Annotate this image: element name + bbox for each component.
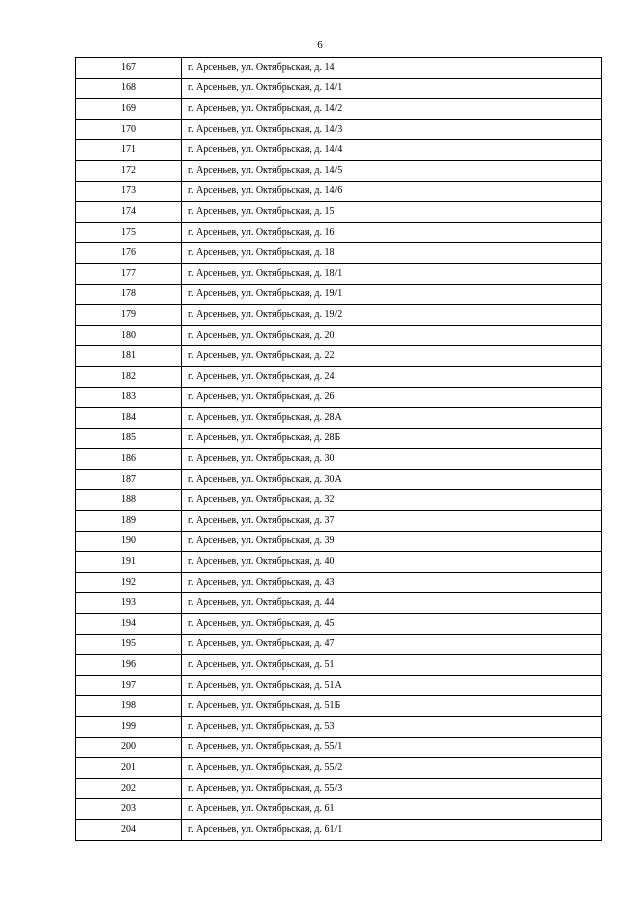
table-row	[76, 160, 602, 181]
row-address: г. Арсеньев, ул. Октябрьская, д. 14/6	[182, 181, 602, 202]
row-number: 200	[76, 737, 182, 758]
table-row	[76, 758, 602, 779]
table-row	[76, 202, 602, 223]
table-row	[76, 717, 602, 738]
row-number: 201	[76, 758, 182, 779]
table-row	[76, 778, 602, 799]
table-row	[76, 346, 602, 367]
row-address: г. Арсеньев, ул. Октябрьская, д. 15	[182, 202, 602, 223]
table-row	[76, 243, 602, 264]
row-address: г. Арсеньев, ул. Октябрьская, д. 61/1	[182, 819, 602, 840]
row-address: г. Арсеньев, ул. Октябрьская, д. 18/1	[182, 263, 602, 284]
row-number: 202	[76, 778, 182, 799]
table-row	[76, 799, 602, 820]
row-number: 172	[76, 160, 182, 181]
row-number: 182	[76, 366, 182, 387]
table-row	[76, 222, 602, 243]
table-row	[76, 449, 602, 470]
table-row	[76, 593, 602, 614]
table-row	[76, 140, 602, 161]
row-address: г. Арсеньев, ул. Октябрьская, д. 22	[182, 346, 602, 367]
row-number: 186	[76, 449, 182, 470]
row-number: 194	[76, 614, 182, 635]
row-number: 174	[76, 202, 182, 223]
row-number: 197	[76, 675, 182, 696]
row-address: г. Арсеньев, ул. Октябрьская, д. 37	[182, 511, 602, 532]
address-table	[75, 57, 602, 841]
row-address: г. Арсеньев, ул. Октябрьская, д. 39	[182, 531, 602, 552]
row-number: 167	[76, 58, 182, 79]
row-address: г. Арсеньев, ул. Октябрьская, д. 55/1	[182, 737, 602, 758]
table-row	[76, 366, 602, 387]
table-row	[76, 531, 602, 552]
table-row	[76, 408, 602, 429]
row-number: 189	[76, 511, 182, 532]
row-address: г. Арсеньев, ул. Октябрьская, д. 43	[182, 572, 602, 593]
row-number: 195	[76, 634, 182, 655]
table-row	[76, 78, 602, 99]
row-number: 177	[76, 263, 182, 284]
table-row	[76, 614, 602, 635]
row-number: 190	[76, 531, 182, 552]
address-table-body	[76, 58, 602, 841]
row-address: г. Арсеньев, ул. Октябрьская, д. 18	[182, 243, 602, 264]
row-number: 188	[76, 490, 182, 511]
table-row	[76, 325, 602, 346]
row-number: 170	[76, 119, 182, 140]
row-address: г. Арсеньев, ул. Октябрьская, д. 45	[182, 614, 602, 635]
row-number: 183	[76, 387, 182, 408]
row-number: 179	[76, 305, 182, 326]
table-row	[76, 655, 602, 676]
row-number: 196	[76, 655, 182, 676]
row-address: г. Арсеньев, ул. Октябрьская, д. 61	[182, 799, 602, 820]
row-address: г. Арсеньев, ул. Октябрьская, д. 53	[182, 717, 602, 738]
row-number: 199	[76, 717, 182, 738]
row-address: г. Арсеньев, ул. Октябрьская, д. 51Б	[182, 696, 602, 717]
table-row	[76, 99, 602, 120]
row-number: 168	[76, 78, 182, 99]
table-row	[76, 819, 602, 840]
row-number: 181	[76, 346, 182, 367]
row-address: г. Арсеньев, ул. Октябрьская, д. 44	[182, 593, 602, 614]
row-address: г. Арсеньев, ул. Октябрьская, д. 32	[182, 490, 602, 511]
table-row	[76, 387, 602, 408]
row-number: 173	[76, 181, 182, 202]
row-number: 180	[76, 325, 182, 346]
row-address: г. Арсеньев, ул. Октябрьская, д. 14/1	[182, 78, 602, 99]
row-address: г. Арсеньев, ул. Октябрьская, д. 55/3	[182, 778, 602, 799]
row-address: г. Арсеньев, ул. Октябрьская, д. 14/3	[182, 119, 602, 140]
row-address: г. Арсеньев, ул. Октябрьская, д. 14/4	[182, 140, 602, 161]
table-row	[76, 552, 602, 573]
row-number: 171	[76, 140, 182, 161]
row-address: г. Арсеньев, ул. Октябрьская, д. 24	[182, 366, 602, 387]
row-address: г. Арсеньев, ул. Октябрьская, д. 28А	[182, 408, 602, 429]
row-address: г. Арсеньев, ул. Октябрьская, д. 28Б	[182, 428, 602, 449]
table-row	[76, 511, 602, 532]
table-row	[76, 490, 602, 511]
table-row	[76, 737, 602, 758]
row-number: 198	[76, 696, 182, 717]
table-row	[76, 572, 602, 593]
row-number: 178	[76, 284, 182, 305]
row-number: 187	[76, 469, 182, 490]
row-address: г. Арсеньев, ул. Октябрьская, д. 30	[182, 449, 602, 470]
table-row	[76, 696, 602, 717]
row-address: г. Арсеньев, ул. Октябрьская, д. 26	[182, 387, 602, 408]
row-number: 193	[76, 593, 182, 614]
row-address: г. Арсеньев, ул. Октябрьская, д. 51	[182, 655, 602, 676]
table-row	[76, 263, 602, 284]
table-row	[76, 58, 602, 79]
table-row	[76, 428, 602, 449]
table-row	[76, 305, 602, 326]
table-row	[76, 675, 602, 696]
row-number: 191	[76, 552, 182, 573]
row-address: г. Арсеньев, ул. Октябрьская, д. 47	[182, 634, 602, 655]
row-number: 176	[76, 243, 182, 264]
row-address: г. Арсеньев, ул. Октябрьская, д. 55/2	[182, 758, 602, 779]
row-number: 175	[76, 222, 182, 243]
page-number: 6	[317, 39, 323, 51]
row-address: г. Арсеньев, ул. Октябрьская, д. 16	[182, 222, 602, 243]
table-row	[76, 469, 602, 490]
row-address: г. Арсеньев, ул. Октябрьская, д. 14/5	[182, 160, 602, 181]
row-address: г. Арсеньев, ул. Октябрьская, д. 14/2	[182, 99, 602, 120]
row-address: г. Арсеньев, ул. Октябрьская, д. 20	[182, 325, 602, 346]
row-number: 203	[76, 799, 182, 820]
row-address: г. Арсеньев, ул. Октябрьская, д. 19/2	[182, 305, 602, 326]
table-row	[76, 181, 602, 202]
row-number: 192	[76, 572, 182, 593]
row-number: 169	[76, 99, 182, 120]
row-number: 204	[76, 819, 182, 840]
table-row	[76, 634, 602, 655]
row-number: 185	[76, 428, 182, 449]
row-address: г. Арсеньев, ул. Октябрьская, д. 19/1	[182, 284, 602, 305]
row-address: г. Арсеньев, ул. Октябрьская, д. 30А	[182, 469, 602, 490]
row-address: г. Арсеньев, ул. Октябрьская, д. 14	[182, 58, 602, 79]
table-row	[76, 284, 602, 305]
row-address: г. Арсеньев, ул. Октябрьская, д. 40	[182, 552, 602, 573]
row-number: 184	[76, 408, 182, 429]
table-row	[76, 119, 602, 140]
row-address: г. Арсеньев, ул. Октябрьская, д. 51А	[182, 675, 602, 696]
